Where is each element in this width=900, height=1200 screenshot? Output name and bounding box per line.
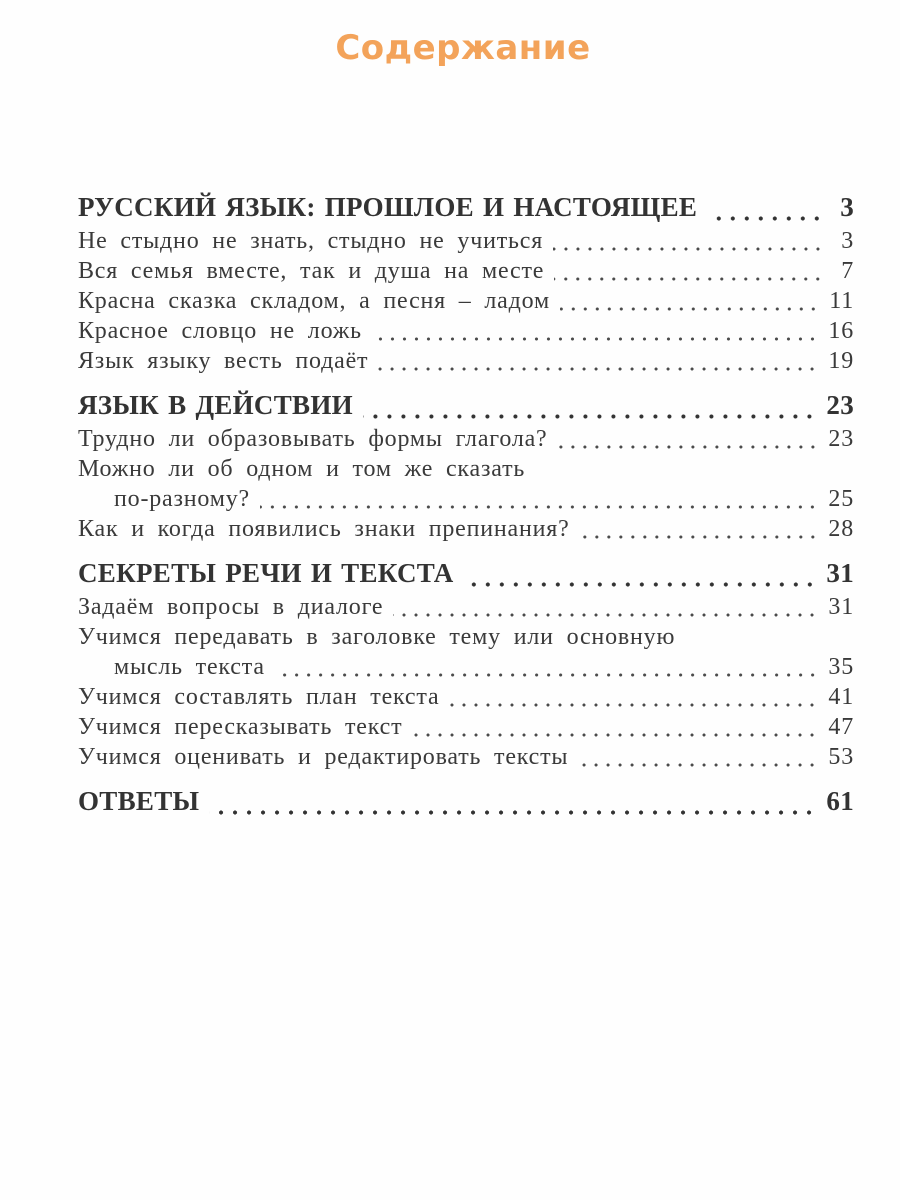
toc-entry-label: Не стыдно не знать, стыдно не учиться (78, 228, 544, 254)
toc-entry (78, 684, 854, 714)
toc-entry-label: Задаём вопросы в диалоге (78, 594, 384, 620)
toc-entry-label: мысль текста (114, 654, 265, 680)
toc-page-number: 31 (828, 594, 854, 620)
toc-section (78, 786, 854, 822)
toc-page-number: 47 (828, 714, 854, 740)
toc-entry-label: Учимся пересказывать текст (78, 714, 403, 740)
dot-leader (553, 246, 824, 252)
toc-section (78, 558, 854, 774)
toc-heading-label: ЯЗЫК В ДЕЙСТВИИ (78, 390, 353, 420)
dot-leader (554, 276, 824, 282)
toc-page-number: 16 (828, 318, 854, 344)
dot-leader (560, 306, 819, 312)
toc-entry (78, 258, 854, 288)
toc-entry (78, 318, 854, 348)
toc-entry-first-line (78, 456, 854, 486)
dot-leader (412, 732, 818, 738)
toc-entry-label: Язык языку весть подаёт (78, 348, 369, 374)
toc-entry-continuation (78, 486, 854, 516)
page-title: Содержание (335, 28, 591, 68)
toc-entry-first-line (78, 624, 854, 654)
toc-entry-label: Как и когда появились знаки препинания? (78, 516, 570, 542)
toc-entry (78, 714, 854, 744)
toc-page-number: 41 (828, 684, 854, 710)
toc-entry (78, 228, 854, 258)
toc-page-number: 35 (828, 654, 854, 680)
dot-leader (363, 413, 816, 420)
dot-leader (393, 612, 818, 618)
toc-entry (78, 516, 854, 546)
toc-entry-label: по-разному? (114, 486, 250, 512)
dot-leader (378, 366, 818, 372)
toc-entry-label: Учимся оценивать и редактировать тексты (78, 744, 569, 770)
dot-leader (707, 215, 824, 222)
toc-page-number: 3 (840, 192, 854, 222)
toc-entry (78, 594, 854, 624)
dot-leader (260, 504, 818, 510)
toc-page-number: 19 (828, 348, 854, 374)
toc-section-heading (78, 786, 854, 822)
toc-section (78, 390, 854, 546)
dot-leader (578, 762, 818, 768)
toc-entry-continuation (78, 654, 854, 684)
toc-page-number: 3 (841, 228, 854, 254)
dot-leader (464, 581, 817, 588)
dot-leader (449, 702, 818, 708)
toc-section-heading (78, 390, 854, 426)
toc-page-number: 7 (841, 258, 854, 284)
toc-section-heading (78, 558, 854, 594)
dot-leader (580, 534, 819, 540)
toc-entry-label: Красное словцо не ложь (78, 318, 362, 344)
toc-page-number: 11 (829, 288, 854, 314)
toc-page-number: 61 (826, 786, 854, 816)
toc-entry-label: Можно ли об одном и том же сказать (78, 456, 526, 482)
toc-entry-label: Трудно ли образовывать формы глагола? (78, 426, 548, 452)
toc-heading-label: РУССКИЙ ЯЗЫК: ПРОШЛОЕ И НАСТОЯЩЕЕ (78, 192, 698, 222)
table-of-contents (78, 192, 854, 834)
toc-entry-label: Вся семья вместе, так и душа на месте (78, 258, 545, 284)
dot-leader (372, 336, 818, 342)
toc-entry (78, 744, 854, 774)
toc-entry (78, 348, 854, 378)
toc-heading-label: ОТВЕТЫ (78, 786, 200, 816)
toc-page-number: 28 (828, 516, 854, 542)
toc-page-number: 53 (828, 744, 854, 770)
toc-page-number: 23 (826, 390, 854, 420)
dot-leader (209, 809, 816, 816)
toc-entry-label: Учимся составлять план текста (78, 684, 440, 710)
dot-leader (558, 444, 819, 450)
dot-leader (275, 672, 819, 678)
toc-entry (78, 288, 854, 318)
toc-page-number: 23 (828, 426, 854, 452)
toc-entry-label: Красна сказка складом, а песня – ладом (78, 288, 550, 314)
toc-entry (78, 426, 854, 456)
toc-heading-label: СЕКРЕТЫ РЕЧИ И ТЕКСТА (78, 558, 454, 588)
toc-section-heading (78, 192, 854, 228)
toc-page-number: 31 (826, 558, 854, 588)
toc-page-number: 25 (828, 486, 854, 512)
toc-entry-label: Учимся передавать в заголовке тему или основную (78, 624, 676, 650)
toc-section (78, 192, 854, 378)
